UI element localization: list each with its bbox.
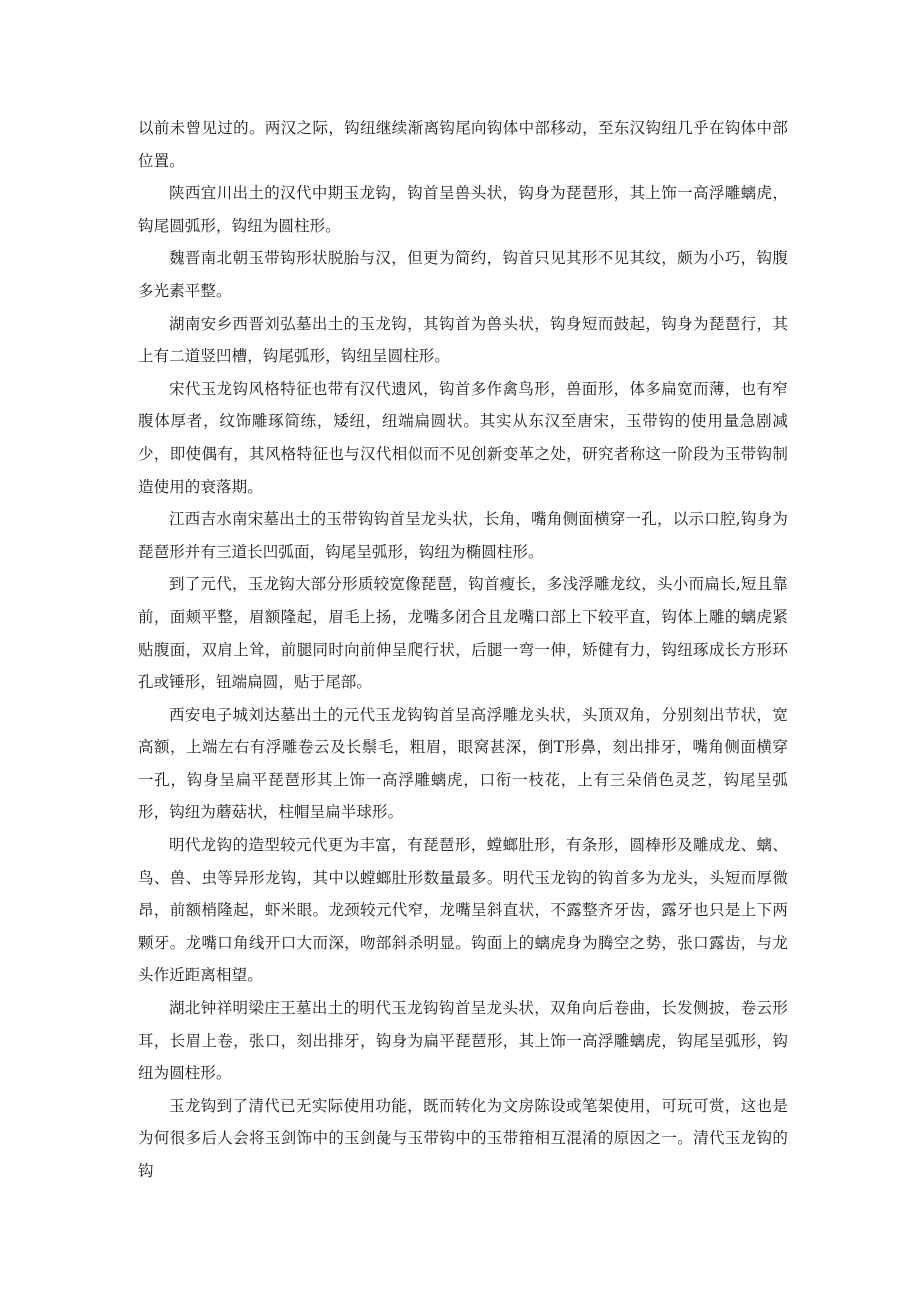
paragraph-jishui-song-hook: 江西吉水南宋墓出土的玉带钩钩首呈龙头状，长角，嘴角侧面横穿一孔，以示口腔,钩身为琵琶形并有三道长凹弧面，钩尾呈弧形，钩纽为椭圆柱形。 [138, 510, 788, 561]
document-page [138, 112, 788, 1188]
paragraph-zhongxiang-ming-hook: 湖北钟祥明梁庄王墓出土的明代玉龙钩钩首呈龙头状，双角向后卷曲，长发侧披，卷云形耳，长眉上卷，张口，刻出排牙，钩身为扁平琵琶形，其上饰一高浮雕螭虎，钩尾呈弧形，钩纽为圆柱形。 [138, 999, 788, 1083]
paragraph-yichuan-han-hook: 陕西宜川出土的汉代中期玉龙钩，钩首呈兽头状，钩身为琵琶形，其上饰一高浮雕螭虎，钩尾圆弧形，钩纽为圆柱形。 [138, 184, 788, 235]
paragraph-qing-style: 玉龙钩到了清代已无实际使用功能，既而转化为文房陈设或笔架使用，可玩可赏，这也是为何很多后人会将玉剑饰中的玉剑彘与玉带钩中的玉带箝相互混淆的原因之一。清代玉龙钩的钩 [138, 1096, 788, 1180]
paragraph-song-style: 宋代玉龙钩风格特征也带有汉代遗风，钩首多作禽鸟形，兽面形，体多扁宽而薄，也有窄腹体厚者，纹饰雕琢简练，矮纽，纽端扁圆状。其实从东汉至唐宋，玉带钩的使用量急剧减少，即使偶有，其风格特征也与汉代相似而不见创新变革之处，研究者称这一阶段为玉带钩制造使用的衰落期。 [138, 379, 788, 496]
paragraph-anxiang-jin-hook: 湖南安乡西晋刘弘墓出土的玉龙钩，其钩首为兽头状，钩身短而鼓起，钩身为琵琶行，其上有二道竖凹槽，钩尾弧形，钩纽呈圆柱形。 [138, 314, 788, 366]
paragraph-liuda-yuan-hook: 西安电子城刘达墓出土的元代玉龙钩钩首呈高浮雕龙头状，头顶双角，分别刻出节状，宽高额，上端左右有浮雕卷云及长鬃毛，粗眉，眼窝甚深，倒T形鼻，刻出排牙，嘴角侧面横穿一孔，钩身呈扁平琵琶形其上饰一高浮雕螭虎，口衔一枝花，上有三朵俏色灵芝，钩尾呈弧形，钩纽为蘑菇状，柱帽呈扁半球形。 [138, 705, 788, 822]
paragraph-wei-jin-style: 魏晋南北朝玉带钩形状脱胎与汉，但更为简约，钩首只见其形不见其纹，颇为小巧，钩腹多光素平整。 [138, 249, 788, 300]
paragraph-han-loop-position: 以前未曾见过的。两汉之际，钩纽继续渐离钩尾向钩体中部移动，至东汉钩纽几乎在钩体中部位置。 [138, 119, 788, 170]
paragraph-yuan-style: 到了元代，玉龙钩大部分形质较宽像琵琶，钩首瘦长，多浅浮雕龙纹，头小而扁长,短且靠前，面颊平整，眉额隆起，眉毛上扬，龙嘴多闭合且龙嘴口部上下较平直，钩体上雕的螭虎紧贴腹面，双肩上耸，前腿同时向前伸呈爬行状，后腿一弯一伸，矫健有力，钩纽琢成长方形环孔或锤形，钮端扁圆，贴于尾部。 [138, 575, 788, 692]
paragraph-ming-style: 明代龙钩的造型较元代更为丰富，有琵琶形，螳螂肚形，有条形，圆棒形及雕成龙、螭、鸟、兽、虫等异形龙钩，其中以螳螂肚形数量最多。明代玉龙钩的钩首多为龙头，头短而厚微昂，前额梢隆起，虾米眼。龙颈较元代窄，龙嘴呈斜直状，不露整齐牙齿，露牙也只是上下两颗牙。龙嘴口角线开口大而深，吻部斜杀明显。钩面上的螭虎身为腾空之势，张口露齿，与龙头作近距离相望。 [138, 836, 788, 985]
